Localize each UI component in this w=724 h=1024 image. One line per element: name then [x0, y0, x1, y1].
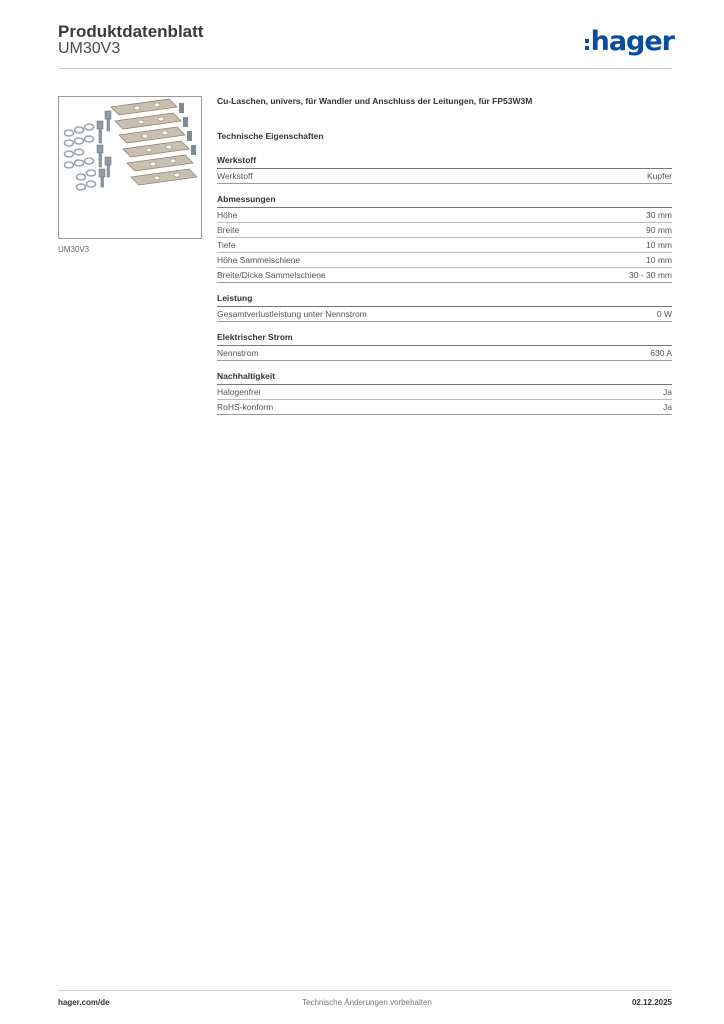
row-value: 30 mm: [646, 210, 672, 220]
row-label: Breite/Dicke Sammelschiene: [217, 270, 326, 280]
footer-website-link[interactable]: hager.com/de: [58, 998, 110, 1007]
row-label: Werkstoff: [217, 171, 253, 181]
footer-date: 02.12.2025: [631, 998, 672, 1007]
table-row: [217, 400, 672, 415]
row-label: Höhe Sammelschiene: [217, 255, 301, 265]
table-row: [217, 268, 672, 283]
table-row: [217, 169, 672, 184]
logo-text: hager: [590, 26, 674, 57]
section-nachhaltigkeit: [217, 371, 672, 415]
table-row: [217, 307, 672, 322]
product-description: Cu-Laschen, univers, für Wandler und Anschluss der Leitungen, für FP53W3M: [217, 96, 533, 106]
row-value: 10 mm: [646, 255, 672, 265]
section-leistung: [217, 293, 672, 322]
section-title: Werkstoff: [217, 155, 672, 169]
row-label: Höhe: [217, 210, 238, 220]
table-row: [217, 238, 672, 253]
row-value: 90 mm: [646, 225, 672, 235]
section-title: Nachhaltigkeit: [217, 371, 672, 385]
busbar-clamps-icon: [59, 97, 201, 238]
table-row: [217, 385, 672, 400]
logo-dots-icon: [585, 39, 589, 50]
section-elektrischer-strom: [217, 332, 672, 361]
section-title: Elektrischer Strom: [217, 332, 672, 346]
row-value: 30 - 30 mm: [629, 270, 672, 280]
table-row: [217, 223, 672, 238]
row-value: Ja: [663, 387, 672, 397]
section-abmessungen: [217, 194, 672, 283]
row-label: Nennstrom: [217, 348, 259, 358]
hager-logo: [585, 26, 674, 57]
footer-note: Technische Änderungen vorbehalten: [302, 998, 432, 1007]
section-werkstoff: [217, 155, 672, 184]
product-image: [58, 96, 202, 239]
page-title: Produktdatenblatt: [58, 22, 204, 41]
image-caption: UM30V3: [58, 245, 90, 254]
product-details: [217, 96, 672, 415]
table-row: [217, 253, 672, 268]
row-label: Tiefe: [217, 240, 236, 250]
header-divider: [58, 68, 672, 69]
row-value: 0 W: [656, 309, 672, 319]
row-label: Halogenfrei: [217, 387, 261, 397]
product-code: UM30V3: [58, 40, 121, 57]
technical-properties-heading: Technische Eigenschaften: [217, 131, 324, 141]
row-value: 630 A: [650, 348, 672, 358]
table-row: [217, 208, 672, 223]
row-label: Breite: [217, 225, 240, 235]
row-value: 10 mm: [646, 240, 672, 250]
section-title: Abmessungen: [217, 194, 672, 208]
table-row: [217, 346, 672, 361]
footer-divider: [58, 990, 672, 991]
row-label: Gesamtverlustleistung unter Nennstrom: [217, 309, 367, 319]
row-label: RoHS-konform: [217, 402, 274, 412]
row-value: Kupfer: [646, 171, 672, 181]
section-title: Leistung: [217, 293, 672, 307]
row-value: Ja: [663, 402, 672, 412]
